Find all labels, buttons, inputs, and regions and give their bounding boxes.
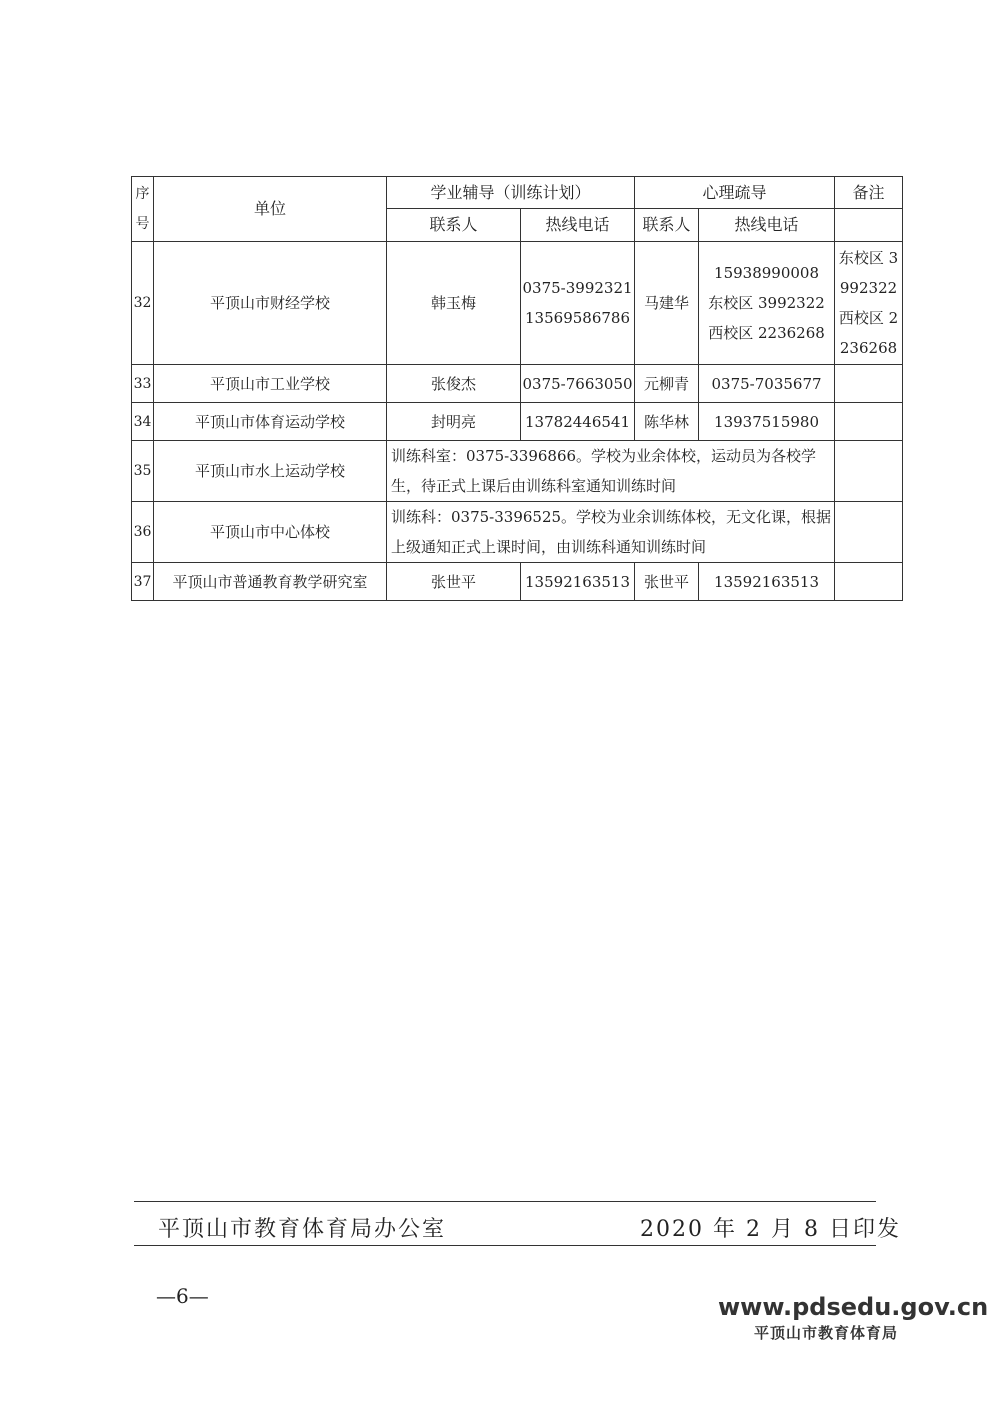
header-academic: 学业辅导（训练计划） [387,177,635,209]
table-row [132,502,903,563]
header-seq [132,177,154,242]
row-psych-phone: 13937515980 [699,403,835,441]
row-unit: 平顶山市普通教育教学研究室 [154,563,387,601]
row-unit: 平顶山市体育运动学校 [154,403,387,441]
row-seq: 37 [132,563,154,601]
row-remark [835,563,903,601]
footer-date: 2020 年 2 月 8 日印发 [640,1217,901,1242]
academic-phone-line: 13569586786 [525,309,630,327]
row-academic-contact: 韩玉梅 [387,242,521,365]
table-row [132,365,903,403]
row-psych-contact: 张世平 [635,563,699,601]
watermark-org: 平顶山市教育体育局 [754,1324,899,1342]
page-number: —6— [156,1284,209,1308]
row-unit: 平顶山市工业学校 [154,365,387,403]
row-seq: 35 [132,441,154,502]
row-academic-phone: 0375-7663050 [521,365,635,403]
row-academic-phone: 13782446541 [521,403,635,441]
row-merged-note: 训练科：0375-3396525。学校为业余训练体校，无文化课，根据上级通知正式上课时间，由训练科通知训练时间 [387,502,835,563]
row-seq: 33 [132,365,154,403]
row-unit: 平顶山市财经学校 [154,242,387,365]
header-remark: 备注 [835,177,903,209]
row-psych-contact: 马建华 [635,242,699,365]
row-academic-phone: 13592163513 [521,563,635,601]
row-academic-contact: 张世平 [387,563,521,601]
table-row [132,563,903,601]
footer-bottom-rule [134,1245,876,1246]
row-merged-note: 训练科室：0375-3396866。学校为业余体校，运动员为各校学生，待正式上课后由训练科室通知训练时间 [387,441,835,502]
footer-top-rule [134,1201,876,1202]
psych-phone-line: 西校区 2236268 [708,324,825,342]
header-psych: 心理疏导 [635,177,835,209]
header-remark-blank [835,209,903,242]
psych-phone-line: 15938990008 [714,264,820,282]
header-academic-hotline: 热线电话 [521,209,635,242]
row-seq: 32 [132,242,154,365]
row-remark: 东校区 3992322 西校区 2236268 [835,242,903,365]
row-psych-contact: 陈华林 [635,403,699,441]
footer-office: 平顶山市教育体育局办公室 [158,1217,447,1242]
watermark-url: www.pdsedu.gov.cn [718,1293,989,1321]
row-remark [835,441,903,502]
row-unit: 平顶山市水上运动学校 [154,441,387,502]
psych-phone-line: 东校区 3992322 [708,294,825,312]
row-psych-phone [699,242,835,365]
row-academic-contact: 封明亮 [387,403,521,441]
table-row [132,403,903,441]
row-academic-contact: 张俊杰 [387,365,521,403]
header-academic-contact: 联系人 [387,209,521,242]
row-seq: 34 [132,403,154,441]
row-remark [835,365,903,403]
row-unit: 平顶山市中心体校 [154,502,387,563]
row-psych-contact: 元柳青 [635,365,699,403]
row-remark [835,502,903,563]
table-row [132,441,903,502]
row-psych-phone: 13592163513 [699,563,835,601]
academic-phone-line: 0375-3992321 [522,279,633,297]
contact-table [131,176,903,601]
header-unit: 单位 [154,177,387,242]
header-seq-label: 序号 [135,186,150,232]
row-academic-phone [521,242,635,365]
header-psych-hotline: 热线电话 [699,209,835,242]
header-psych-contact: 联系人 [635,209,699,242]
row-psych-phone: 0375-7035677 [699,365,835,403]
row-remark [835,403,903,441]
row-seq: 36 [132,502,154,563]
table-row [132,242,903,365]
